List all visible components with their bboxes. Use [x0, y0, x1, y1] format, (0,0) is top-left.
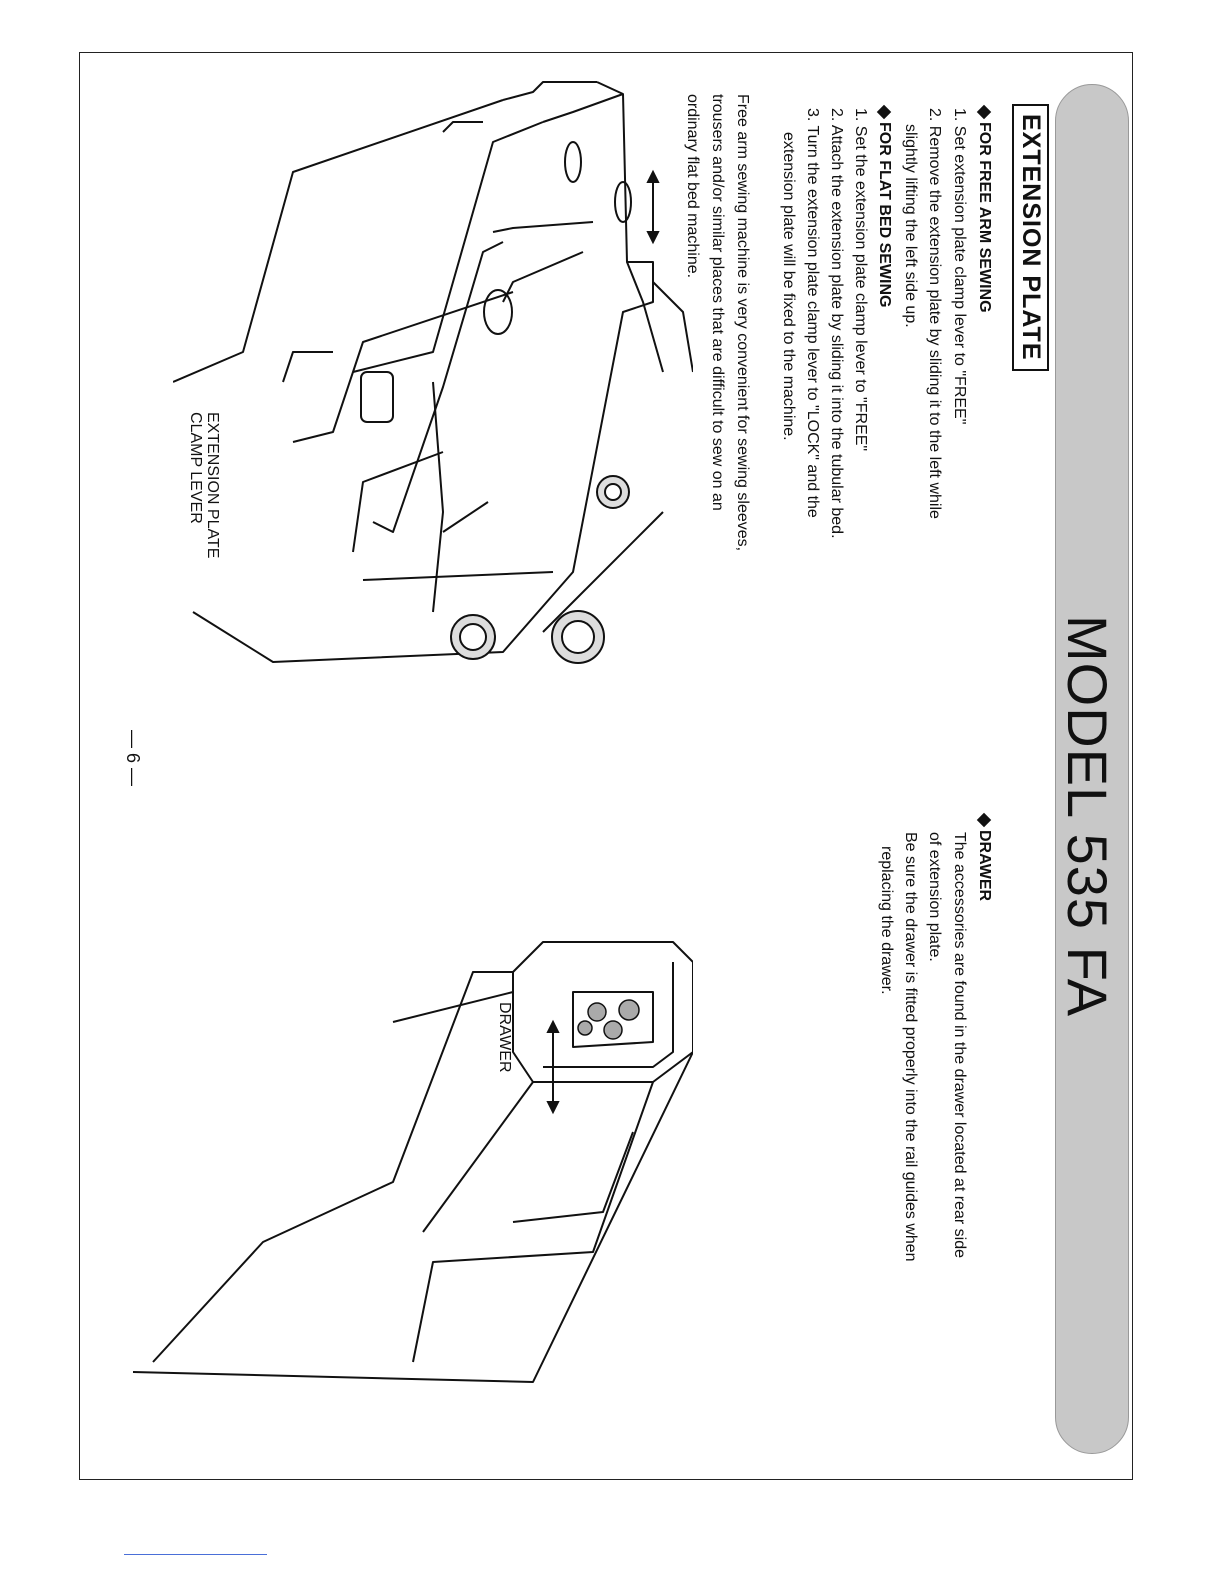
diamond-bullet-icon [977, 813, 991, 827]
drawer-line-2: of extension plate. [926, 832, 943, 962]
drawer-illustration [113, 932, 693, 1392]
flat-bed-step-1: 1. Set the extension plate clamp lever to "FREE" [852, 108, 869, 452]
bottom-link-rule [124, 1554, 267, 1555]
flat-bed-heading [875, 106, 893, 307]
drawer-line-4: replacing the drawer. [878, 846, 895, 995]
free-arm-paragraph-line-3: ordinary flat bed machine. [684, 94, 701, 279]
diamond-bullet-icon [877, 105, 891, 119]
flat-bed-step-3b: extension plate will be fixed to the machine. [780, 132, 797, 441]
rotated-page [79, 52, 1133, 1480]
drawer-heading [975, 814, 993, 901]
clamp-lever-label-line-2: CLAMP LEVER [187, 412, 204, 524]
flat-bed-heading-text: FOR FLAT BED SEWING [876, 122, 893, 308]
header-bar [1055, 84, 1129, 1454]
free-arm-paragraph-line-1: Free arm sewing machine is very convenient for sewing sleeves, [734, 94, 751, 552]
free-arm-heading [975, 106, 993, 313]
drawer-line-1: The accessories are found in the drawer located at rear side [951, 832, 968, 1259]
section-title: EXTENSION PLATE [1012, 104, 1049, 371]
drawer-label: DRAWER [496, 1002, 513, 1073]
free-arm-heading-text: FOR FREE ARM SEWING [976, 122, 993, 313]
page-number: — 6 — [123, 730, 143, 787]
model-title: MODEL 535 FA [1056, 615, 1119, 1018]
clamp-lever-label [187, 412, 221, 558]
drawer-line-3: Be sure the drawer is fitted properly into the rail guides when [902, 832, 919, 1262]
flat-bed-step-2: 2. Attach the extension plate by sliding it into the tubular bed. [828, 108, 845, 539]
free-arm-paragraph-line-2: trousers and/or similar places that are difficult to sew on an [709, 94, 726, 511]
flat-bed-step-3a: 3. Turn the extension plate clamp lever to "LOCK" and the [804, 108, 821, 518]
free-arm-step-1: 1. Set extension plate clamp lever to "FREE" [951, 108, 968, 425]
drawer-heading-text: DRAWER [976, 830, 993, 902]
sewing-machine-illustration [173, 52, 693, 692]
diamond-bullet-icon [977, 105, 991, 119]
clamp-lever-label-line-1: EXTENSION PLATE [204, 412, 221, 559]
free-arm-step-2a: 2. Remove the extension plate by sliding it to the left while [926, 108, 943, 519]
free-arm-step-2b: slightly lifting the left side up. [902, 124, 919, 328]
